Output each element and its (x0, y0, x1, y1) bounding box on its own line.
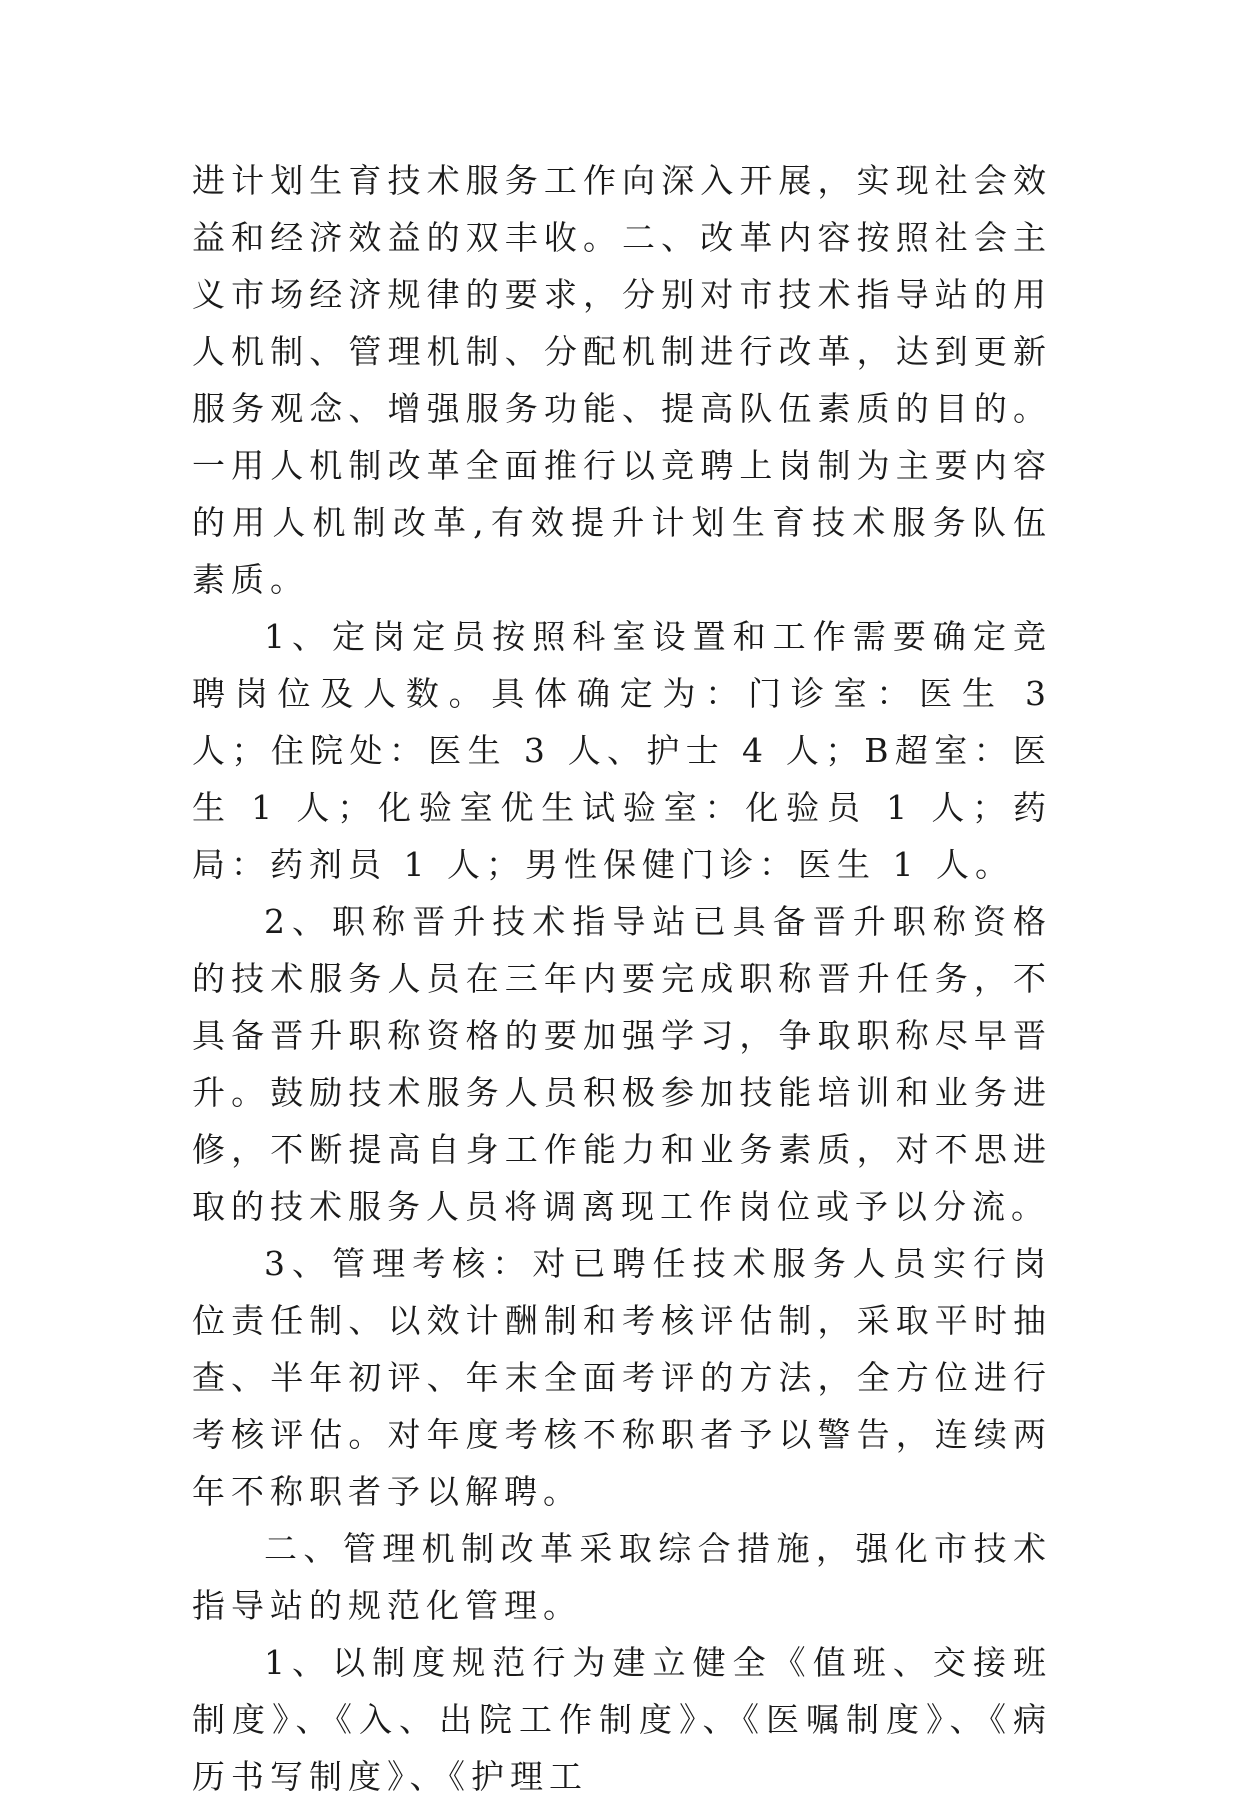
paragraph-staffing: 1、定岗定员按照科室设置和工作需要确定竞聘岗位及人数。具体确定为：门诊室：医生 3 人；住院处：医生 3 人、护士 4 人；B超室：医生 1 人；化验室优生试验室：化验员 1 人；药局：药剂员 1 人；男性保健门诊：医生 1 人。 (192, 617, 1052, 884)
paragraph-regulations: 1、以制度规范行为建立健全《值班、交接班制度》、《入、出院工作制度》、《医嘱制度》、《病历书写制度》、《护理工 (192, 1643, 1052, 1796)
paragraph-continuation: 进计划生育技术服务工作向深入开展，实现社会效益和经济效益的双丰收。二、改革内容按照社会主义市场经济规律的要求，分别对市技术指导站的用人机制、管理机制、分配机制进行改革，达到更新服务观念、增强服务功能、提高队伍素质的目的。一用人机制改革全面推行以竞聘上岗制为主要内容的用人机制改革,有效提升计划生育技术服务队伍素质。 (192, 161, 1052, 599)
document-body (192, 152, 1052, 1805)
paragraph-assessment: 3、管理考核：对已聘任技术服务人员实行岗位责任制、以效计酬制和考核评估制，采取平时抽查、半年初评、年末全面考评的方法，全方位进行考核评估。对年度考核不称职者予以警告，连续两年不称职者予以解聘。 (192, 1244, 1052, 1511)
paragraph-promotion: 2、职称晋升技术指导站已具备晋升职称资格的技术服务人员在三年内要完成职称晋升任务，不具备晋升职称资格的要加强学习，争取职称尽早晋升。鼓励技术服务人员积极参加技能培训和业务进修，不断提高自身工作能力和业务素质，对不思进取的技术服务人员将调离现工作岗位或予以分流。 (192, 902, 1052, 1226)
paragraph-management-heading: 二、管理机制改革采取综合措施，强化市技术指导站的规范化管理。 (192, 1529, 1052, 1625)
